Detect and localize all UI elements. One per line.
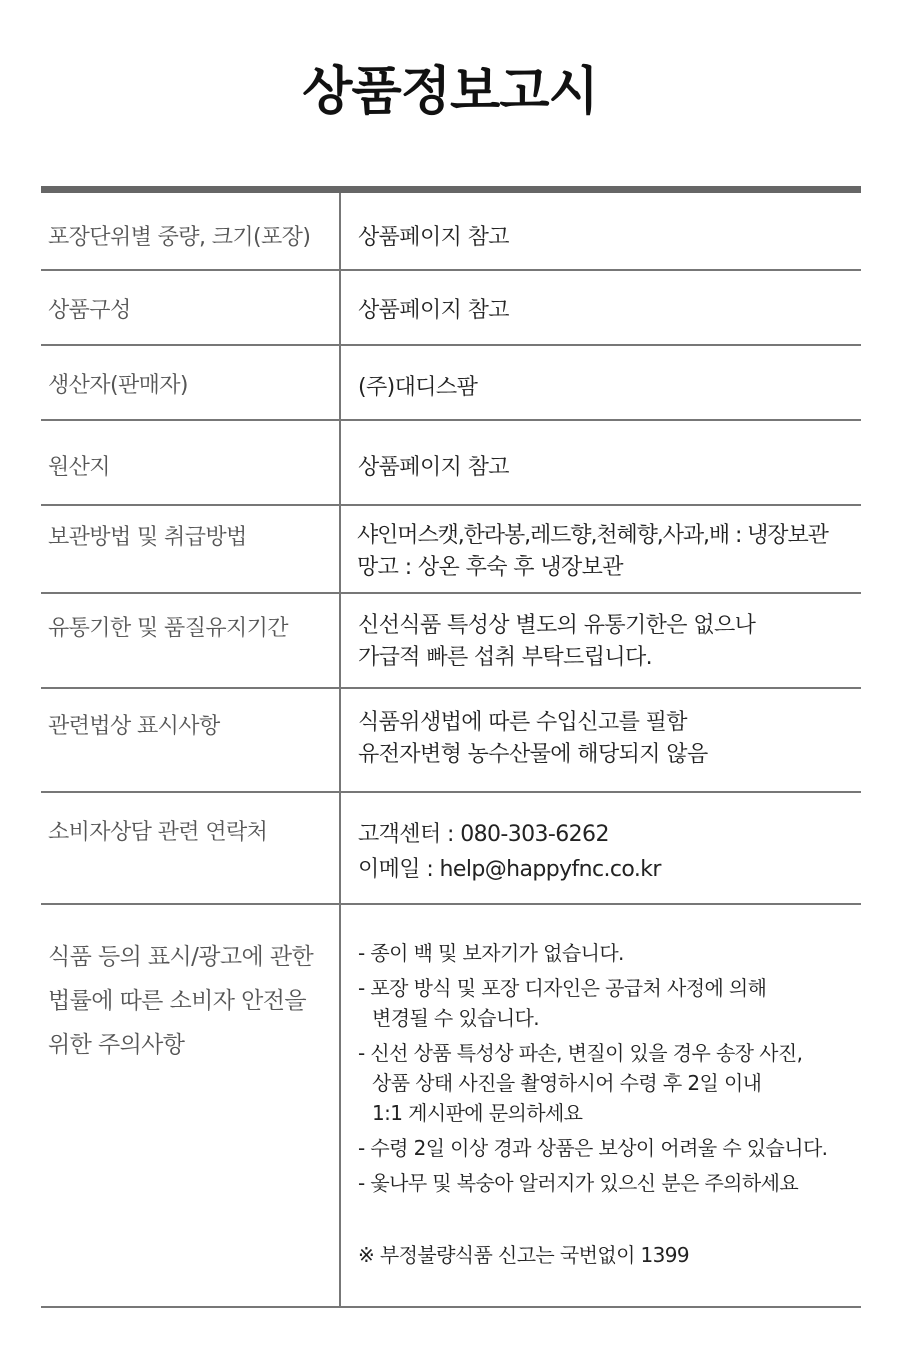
row-value: 상품페이지 참고 [358,298,509,323]
table-row [41,905,861,1308]
row-value [341,905,861,1306]
table-row [41,594,861,689]
row-label: 식품 등의 표시/광고에 관한 법률에 따른 소비자 안전을 위한 주의사항 [41,905,341,1306]
list-item: - 종이 백 및 보자기가 없습니다. [358,941,624,965]
row-label: 소비자상담 관련 연락처 [41,793,341,903]
table-row [41,346,861,421]
row-value: 고객센터 : 080-303-6262 이메일 : help@happyfnc.co.kr [358,822,661,882]
list-item: - 수령 2일 이상 경과 상품은 보상이 어려울 수 있습니다. [358,1136,828,1160]
table-row [41,506,861,594]
row-label: 보관방법 및 취급방법 [41,506,341,592]
page-title: 상품정보고시 [302,62,598,122]
notice-list [358,938,861,1198]
list-item: - 신선 상품 특성상 파손, 변질이 있을 경우 송장 사진, 상품 상태 사진을 촬영하시어 수령 후 2일 이내 1:1 게시판에 문의하세요 [358,1041,803,1125]
row-value: 신선식품 특성상 별도의 유통기한은 없으나 가급적 빠른 섭취 부탁드립니다. [358,613,756,670]
row-value: 상품페이지 참고 [358,455,509,480]
row-value: (주)대디스팜 [358,375,478,400]
row-value: 상품페이지 참고 [358,225,509,250]
table-row [41,793,861,905]
table-row [41,271,861,346]
row-label: 유통기한 및 품질유지기간 [41,594,341,687]
list-item: - 포장 방식 및 포장 디자인은 공급처 사정에 의해 변경될 수 있습니다. [358,976,767,1030]
row-label: 관련법상 표시사항 [41,689,341,791]
product-info-table [41,186,861,1308]
list-item: - 옻나무 및 복숭아 알러지가 있으신 분은 주의하세요 [358,1171,799,1195]
table-row [41,193,861,271]
row-label: 상품구성 [41,271,341,344]
report-notice: ※ 부정불량식품 신고는 국번없이 1399 [358,1243,690,1267]
row-label: 원산지 [41,421,341,504]
row-label: 생산자(판매자) [41,346,341,419]
row-value: 샤인머스캣,한라봉,레드향,천혜향,사과,배 : 냉장보관 망고 : 상온 후숙 후 냉장보관 [357,523,828,580]
row-value: 식품위생법에 따른 수입신고를 필함 유전자변형 농수산물에 해당되지 않음 [358,710,708,767]
row-label: 포장단위별 중량, 크기(포장) [41,193,341,269]
table-row [41,689,861,793]
table-row [41,421,861,506]
